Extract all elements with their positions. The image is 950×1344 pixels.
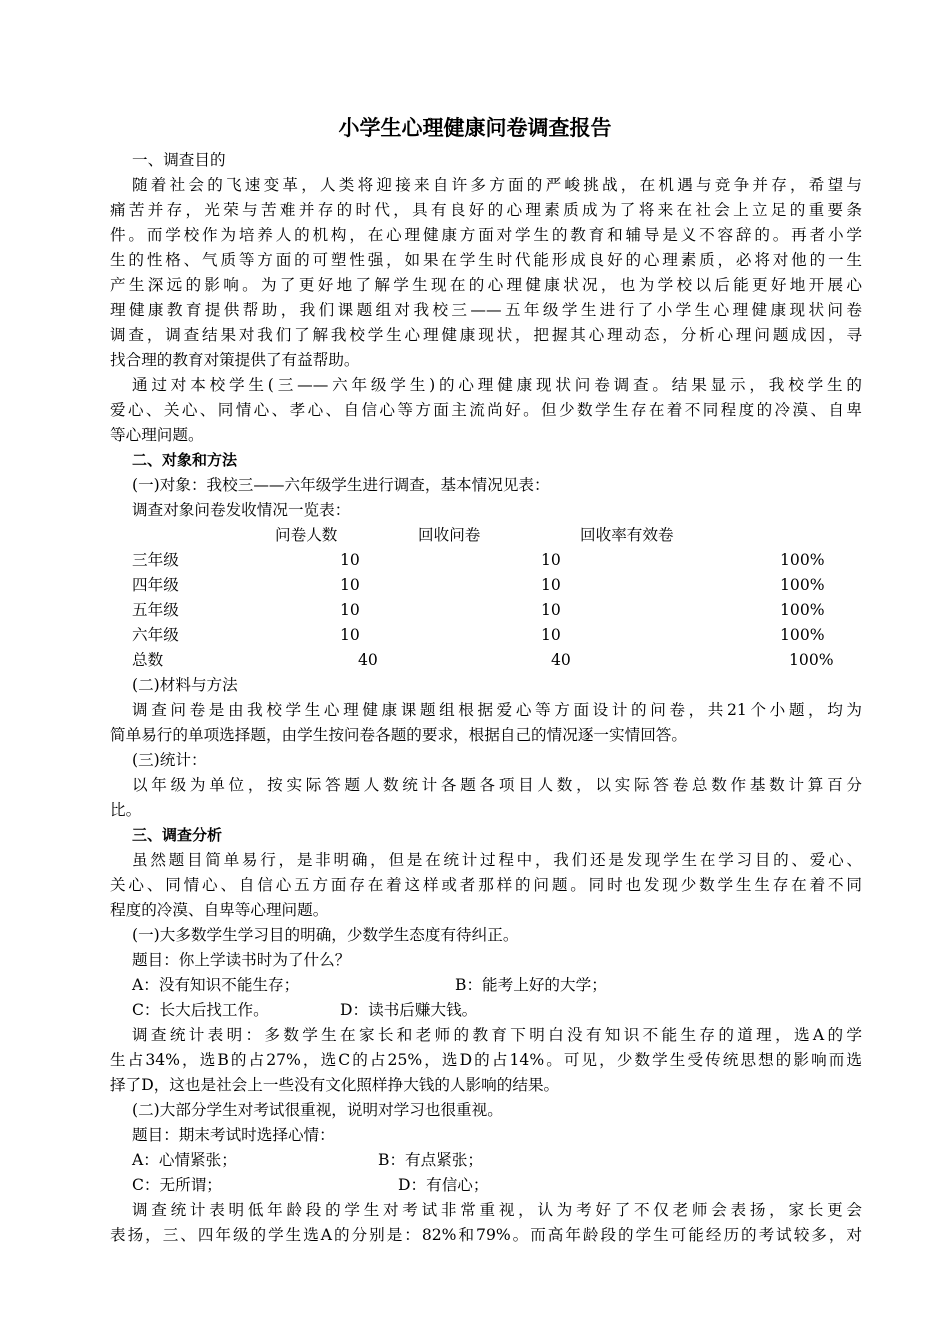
table-cell-count: 10 [340,551,360,569]
question-text: 题目：你上学读书时为了什么？ [132,951,351,969]
subsection-heading: (二)大部分学生对考试很重视，说明对学习也很重视。 [132,1101,503,1119]
table-cell-grade: 三年级 [132,551,179,569]
table-cell-returned: 10 [541,551,561,569]
table-header: 回收问卷 [418,526,481,544]
paragraph-line: 产生深远的影响。为了更好地了解学生现在的心理健康状况，也为学校以后能更好地开展心 [110,276,862,294]
option-b: B：有点紧张； [378,1151,484,1169]
paragraph-line: 生占34%，选B的占27%，选C的占25%，选D的占14%。可见，少数学生受传统思想的影响而选 [110,1051,862,1069]
paragraph-line: 调查，调查结果对我们了解我校学生心理健康现状，把握其心理动态，分析心理问题成因，寻 [110,326,862,344]
paragraph-line: 简单易行的单项选择题，由学生按问卷各题的要求，根据自己的情况逐一实情回答。 [110,726,687,744]
table-cell-count: 40 [358,651,378,669]
subsection-heading: (三)统计： [132,751,207,769]
table-header: 回收率有效卷 [580,526,674,544]
paragraph-line: 关心、同情心、自信心五方面存在着这样或者那样的问题。同时也发现少数学生生存在着不同 [110,876,862,894]
table-cell-returned: 10 [541,601,561,619]
paragraph-line: 表扬，三、四年级的学生选A的分别是：82%和79%。而高年龄段的学生可能经历的考试较多，对 [110,1226,862,1244]
table-caption: 调查对象问卷发收情况一览表： [132,501,351,519]
question-text: 题目：期末考试时选择心情： [132,1126,335,1144]
paragraph-line: 随着社会的飞速变革，人类将迎接来自许多方面的严峻挑战，在机遇与竞争并存，希望与 [132,176,862,194]
option-d: D：读书后赚大钱。 [340,1001,478,1019]
section-heading-purpose: 一、调查目的 [132,151,226,169]
table-cell-rate: 100% [780,551,825,569]
paragraph-line: 爱心、关心、同情心、孝心、自信心等方面主流尚好。但少数学生存在着不同程度的冷漠、自卑 [110,401,862,419]
paragraph-line: 痛苦并存，光荣与苦难并存的时代，具有良好的心理素质成为了将来在社会上立足的重要条 [110,201,862,219]
table-header: 问卷人数 [275,526,338,544]
table-cell-grade: 总数 [132,651,164,669]
paragraph-line: 通过对本校学生(三——六年级学生)的心理健康现状问卷调查。结果显示，我校学生的 [132,376,862,394]
table-cell-rate: 100% [780,576,825,594]
paragraph-line: 理健康教育提供帮助，我们课题组对我校三——五年级学生进行了小学生心理健康现状问卷 [110,301,862,319]
paragraph-line: 调查统计表明低年龄段的学生对考试非常重视，认为考好了不仅老师会表扬，家长更会 [132,1201,862,1219]
section-heading-analysis: 三、调查分析 [132,826,223,844]
option-d: D：有信心； [398,1176,489,1194]
section-heading-methods: 二、对象和方法 [132,451,238,469]
document-title: 小学生心理健康问卷调查报告 [338,116,612,140]
paragraph-line: 虽然题目简单易行，是非明确，但是在统计过程中，我们还是发现学生在学习目的、爱心、 [132,851,862,869]
option-b: B：能考上好的大学； [455,976,607,994]
table-cell-returned: 40 [551,651,571,669]
table-cell-grade: 四年级 [132,576,179,594]
paragraph-line: 找合理的教育对策提供了有益帮助。 [110,351,360,369]
table-cell-count: 10 [340,626,360,644]
paragraph-line: 程度的冷漠、自卑等心理问题。 [110,901,329,919]
paragraph-line: 调查统计表明：多数学生在家长和老师的教育下明白没有知识不能生存的道理，选A的学 [132,1026,862,1044]
table-cell-grade: 六年级 [132,626,179,644]
table-cell-count: 10 [340,601,360,619]
subsection-heading: (一)大多数学生学习目的明确，少数学生态度有待纠正。 [132,926,519,944]
option-a: A：没有知识不能生存； [132,976,300,994]
subsection-heading: (一)对象：我校三——六年级学生进行调查，基本情况见表： [132,476,550,494]
table-cell-count: 10 [340,576,360,594]
table-cell-returned: 10 [541,626,561,644]
paragraph-line: 生的性格、气质等方面的可塑性强，如果在学生时代能形成良好的心理素质，必将对他的一生 [110,251,862,269]
table-cell-rate: 100% [780,601,825,619]
option-c: C：长大后找工作。 [132,1001,269,1019]
table-cell-returned: 10 [541,576,561,594]
paragraph-line: 择了D，这也是社会上一些没有文化照样挣大钱的人影响的结果。 [110,1076,560,1094]
table-cell-rate: 100% [789,651,834,669]
paragraph-line: 件。而学校作为培养人的机构，在心理健康方面对学生的教育和辅导是义不容辞的。再者小学 [110,226,862,244]
table-cell-grade: 五年级 [132,601,179,619]
option-c: C：无所谓； [132,1176,222,1194]
table-cell-rate: 100% [780,626,825,644]
paragraph-line: 以年级为单位，按实际答题人数统计各题各项目人数，以实际答卷总数作基数计算百分 [132,776,862,794]
paragraph-line: 调查问卷是由我校学生心理健康课题组根据爱心等方面设计的问卷，共21个小题，均为 [132,701,862,719]
paragraph-line: 比。 [110,801,142,819]
subsection-heading: (二)材料与方法 [132,676,238,694]
option-a: A：心情紧张； [132,1151,237,1169]
paragraph-line: 等心理问题。 [110,426,204,444]
